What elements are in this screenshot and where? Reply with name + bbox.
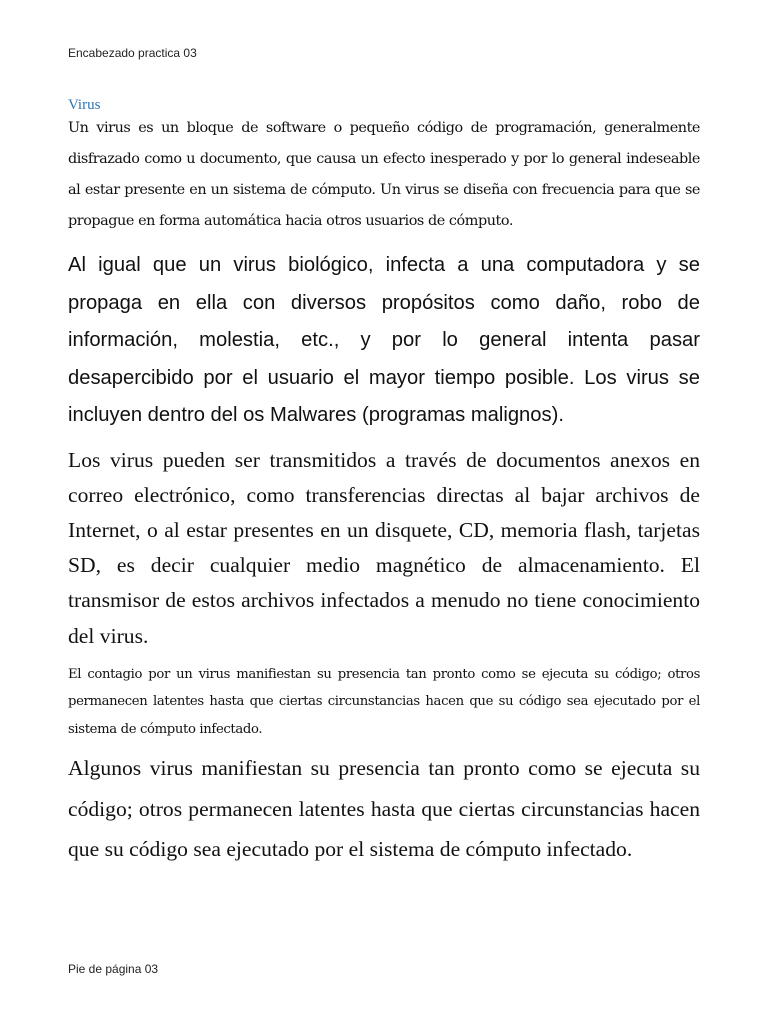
paragraph-latency: Algunos virus manifiestan su presencia tan pronto como se ejecuta su código; otros permanecen latentes hasta que ciertas circunstancias hacen que su código sea ejecutado por el sistema de cómputo infectado. [68,756,700,862]
paragraph-transmission: Los virus pueden ser transmitidos a través de documentos anexos en correo electrónico, como transferencias directas al bajar archivos de Internet, o al estar presentes en un disquete, CD, memoria flash, tarjetas SD, es decir cualquier medio magnético de almacenamiento. El transmisor de estos archivos infectados a menudo no tiene conocimiento del virus. [68,447,700,648]
page-header: Encabezado practica 03 [68,46,197,60]
paragraph-contagion: El contagio por un virus manifiestan su presencia tan pronto como se ejecuta su código; otros permanecen latentes hasta que ciertas circunstancias hacen que su código sea ejecutado por el sistema de cómputo infectado. [68,666,700,737]
paragraph-biological: Al igual que un virus biológico, infecta a una computadora y se propaga en ella con diversos propósitos como daño, robo de información, molestia, etc., y por lo general intenta pasar desapercibido por el usuario el mayor tiempo posible. Los virus se incluyen dentro del os Malwares (programas malignos). [68,254,700,426]
page-footer: Pie de página 03 [68,962,159,976]
document-body [68,95,700,870]
paragraph-intro: Un virus es un bloque de software o pequeño código de programación, generalmente disfrazado como u documento, que causa un efecto inesperado y por lo general indeseable al estar presente en un sistema de cómputo. Un virus se diseña con frecuencia para que se propague en forma automática hacia otros usuarios de cómputo. [68,120,700,229]
section-heading: Virus [68,97,101,113]
